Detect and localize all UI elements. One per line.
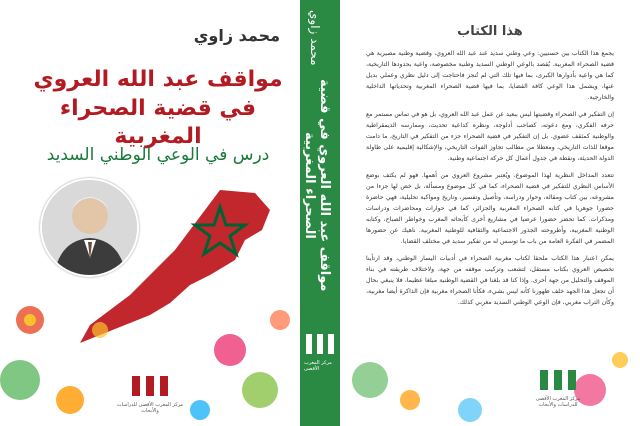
publisher-logo-icon [538, 366, 578, 392]
back-blurb [366, 48, 614, 314]
publisher-name: مركز المغرب الأقصى للدراسات والأبحاث [535, 396, 581, 408]
spine-author: محمد زاوي [308, 10, 322, 66]
author-portrait [40, 178, 139, 277]
publisher-logo-icon [130, 372, 170, 398]
decorative-pattern [340, 300, 640, 426]
back-cover [340, 0, 640, 426]
publisher-logo [526, 366, 590, 410]
spine-title: مواقف عبد الله العروي في قضية الصحراء المغربية [302, 78, 332, 292]
publisher-name: مركز المغرب الأقصى للدراسات والأبحاث [116, 402, 184, 414]
back-heading: هذا الكتاب [457, 24, 523, 39]
blurb-paragraph: يمكن اعتبار هذا الكتاب ملحقا لكتاب مغربية الصحراء في أدبيات اليسار الوطني، وقد ارتأينا تخصيص العروي بكتاب مستقل، لتشعب وتركيب موقفه من جهة، ولاختلاف طريقته في بناء الموقف والتحليل من جهة أخرى. وإذا كنا قد بلغنا في القضية الوطنية مبلغا عظيما، فلا ينبغي بحال أن تجعل هذا الجهد خلف ظهورنا كأنه ليس بشيء، فكأنا الصحراء مغربية فإن الذاكرة أيضا مغربية، وكأن التراب مغربي، فإن الوعي الوطني السديد مغربي كذلك. [366, 255, 614, 306]
blurb-paragraph: يجمع هذا الكتاب بين حسنيين: وعي وطني سديد عند عبد الله العروي، وقضية وطنية مصيرية هي قضية الصحراء المغربية. يُقصد بالوعي الوطني السديد وطنية مخصوصة، واعية بحدودها التاريخية، كما هي واعية بأدوارها الكبرى، بما فيها تلك التي لم تُنجز فاحتاجت إلى دليل نظري وعملي بديل عنها، ويشمل هذا الوعي كافة القضايا، بما فيها قضية الصحراء المغربية وتحدياتها الداخلية والخارجية. [366, 50, 614, 101]
blurb-paragraph: إن التفكير في الصحراء وقضيتها ليس ببعيد عن عمل عبد الله العروي، بل هو في تماس مستمر مع حرفه الفكري، ومع دعوته، كصاحب أدلوجة، ونظره كداعية تحديث، وممارسه الديمقراطية والوطنية كمثقف عضوي. بل إن التفكير في قضية الصحراء جزء من التفكير في التاريخ، ما دامت موقعا للذات التاريخي، ومعطلا من مطالب تجاوز الفوات التاريخي، والإشكالية إقليمية على طاولة الدولة الحديثة، ونقطة في جدول أعمال كل حركة اجتماعية وطنية. [366, 111, 614, 162]
book-title-line2: في قضية الصحراء المغربية [59, 96, 257, 149]
blurb-paragraph: تتعدد المداخل النظرية لهذا الموضوع، ويُعتبر مشروع العروي من أهمها. فهو لم يكتف بوضع الأساس النظري للتفكير في قضية الصحراء، كما في كل موضوع ومسألة، بل خص لها جزءا من مشروعه، بين كتاب ومقالة، وحوار ودراسة، وتأصيل وتفسير، وتاريخ ومواكبة تحليلية، فهي حاضرة حضورا جوهريا في كتابه الصحراء المغربية والجزائر، كما في حوارات ومحاضرات ودراسات ومذكرات. كما تحضر حضورا عرضيا في مشاريع أخرى كأبحاثه المغرب وخواطر الصباح، وكتابه الوطنية المغربية، وأطروحته الجذور الاجتماعية والثقافية للوطنية المغربية. ناهيك عن حضورها المضمر في الفكرة العامة من باب ما توسس له من تفكير سديد في مختلف القضايا. [366, 172, 614, 245]
author-name: محمد زاوي [193, 26, 280, 45]
publisher-logo-icon [304, 330, 336, 356]
publisher-logo [115, 372, 185, 416]
book-title-line1: مواقف عبد الله العروي [33, 67, 283, 92]
front-cover [0, 0, 300, 426]
book-spine [300, 0, 340, 426]
spine-publisher-logo [304, 330, 336, 390]
spine-publisher-name: مركز المغرب الأقصى [304, 360, 332, 372]
book-subtitle: درس في الوعي الوطني السديد [46, 145, 270, 165]
